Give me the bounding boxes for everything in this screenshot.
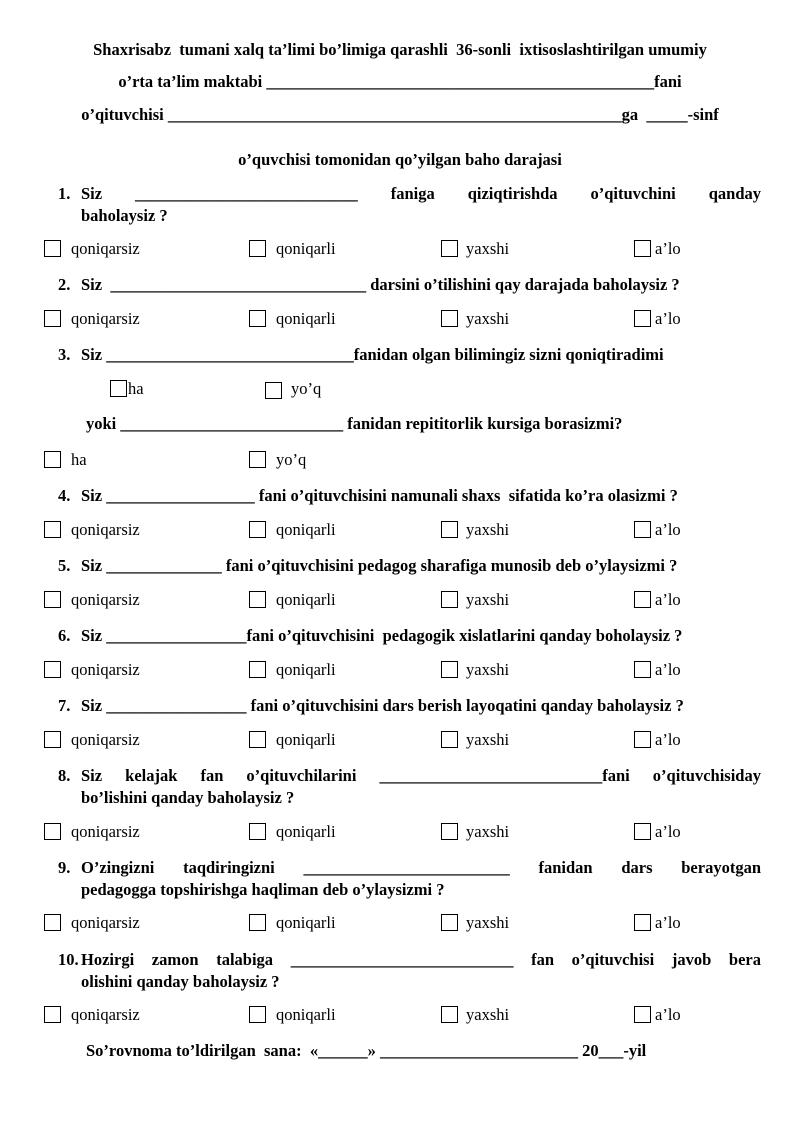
question-1 <box>58 183 761 227</box>
question-6 <box>58 625 761 647</box>
question-5 <box>58 555 761 577</box>
checkbox[interactable] <box>634 1006 651 1023</box>
checkbox[interactable] <box>441 914 458 931</box>
checkbox[interactable] <box>634 521 651 538</box>
survey-date-line: So’rovnoma to’ldirilgan sana: «______» ________________________ 20___-yil <box>86 1041 647 1060</box>
yesno-options: ha yo’q <box>0 450 800 472</box>
rating-options: qoniqarsiz qoniqarli yaxshi a’lo <box>0 520 800 542</box>
question-text-cont: olishini qanday baholaysiz ? <box>81 972 280 991</box>
question-text-cont: pedagogga topshirishga haqliman deb o’ylaysizmi ? <box>81 880 445 899</box>
question-text: Siz ___________________________ faniga qiziqtirishda o’qituvchini qanday <box>81 184 761 203</box>
checkbox[interactable] <box>249 591 266 608</box>
checkbox[interactable] <box>44 240 61 257</box>
question-text: Siz _______________________________ darsini o’tilishini qay darajada baholaysiz ? <box>81 275 680 294</box>
checkbox[interactable] <box>44 1006 61 1023</box>
checkbox[interactable] <box>44 914 61 931</box>
checkbox[interactable] <box>249 521 266 538</box>
checkbox[interactable] <box>44 521 61 538</box>
checkbox[interactable] <box>634 731 651 748</box>
question-number: 5. <box>58 556 71 575</box>
question-number: 6. <box>58 626 71 645</box>
question-text: Siz __________________ fani o’qituvchisini namunali shaxs sifatida ko’ra olasizmi ? <box>81 486 678 505</box>
rating-options: qoniqarsiz qoniqarli yaxshi a’lo <box>0 730 800 752</box>
checkbox[interactable] <box>441 521 458 538</box>
checkbox[interactable] <box>634 823 651 840</box>
question-3 <box>58 344 761 366</box>
header-line-2: o’rta ta’lim maktabi _______________________________________________fani <box>118 72 682 91</box>
checkbox[interactable] <box>44 451 61 468</box>
checkbox[interactable] <box>441 661 458 678</box>
checkbox[interactable] <box>441 731 458 748</box>
checkbox[interactable] <box>634 661 651 678</box>
question-text-cont: baholaysiz ? <box>81 206 168 225</box>
rating-options: qoniqarsiz qoniqarli yaxshi a’lo <box>0 590 800 612</box>
checkbox[interactable] <box>441 1006 458 1023</box>
checkbox[interactable] <box>249 731 266 748</box>
checkbox[interactable] <box>110 380 127 397</box>
yesno-options: ha yo’q <box>0 379 800 401</box>
question-4 <box>58 485 761 507</box>
checkbox[interactable] <box>44 591 61 608</box>
checkbox[interactable] <box>441 591 458 608</box>
question-9 <box>58 857 761 901</box>
question-text-cont: bo’lishini qanday baholaysiz ? <box>81 788 295 807</box>
rating-options: qoniqarsiz qoniqarli yaxshi a’lo <box>0 239 800 261</box>
question-number: 10. <box>58 950 79 969</box>
header-line-4: o’quvchisi tomonidan qo’yilgan baho darajasi <box>238 150 562 169</box>
checkbox[interactable] <box>44 310 61 327</box>
question-7 <box>58 695 761 717</box>
question-number: 2. <box>58 275 71 294</box>
question-number: 8. <box>58 766 71 785</box>
rating-options: qoniqarsiz qoniqarli yaxshi a’lo <box>0 660 800 682</box>
checkbox[interactable] <box>265 382 282 399</box>
checkbox[interactable] <box>44 731 61 748</box>
question-number: 4. <box>58 486 71 505</box>
question-number: 7. <box>58 696 71 715</box>
header-line-3: o’qituvchisi _______________________________________________________ga _____-sinf <box>81 105 719 124</box>
rating-options: qoniqarsiz qoniqarli yaxshi a’lo <box>0 1005 800 1027</box>
rating-options: qoniqarsiz qoniqarli yaxshi a’lo <box>0 913 800 935</box>
question-text: Siz kelajak fan o’qituvchilarini ___________________________fani o’qituvchisiday <box>81 766 761 785</box>
checkbox[interactable] <box>249 451 266 468</box>
question-text: Siz ______________________________fanidan olgan bilimingiz sizni qoniqtiradimi <box>81 345 664 364</box>
checkbox[interactable] <box>441 823 458 840</box>
checkbox[interactable] <box>249 661 266 678</box>
checkbox[interactable] <box>441 310 458 327</box>
checkbox[interactable] <box>249 823 266 840</box>
question-2 <box>58 274 761 296</box>
checkbox[interactable] <box>44 823 61 840</box>
question-text: Siz _________________fani o’qituvchisini pedagogik xislatlarini qanday boholaysiz ? <box>81 626 683 645</box>
question-text: Hozirgi zamon talabiga ___________________________ fan o’qituvchisi javob bera <box>81 950 761 969</box>
question-3-sub: yoki ___________________________ fanidan repititorlik kursiga borasizmi? <box>86 414 623 433</box>
rating-options: qoniqarsiz qoniqarli yaxshi a’lo <box>0 309 800 331</box>
checkbox[interactable] <box>249 310 266 327</box>
checkbox[interactable] <box>249 914 266 931</box>
question-number: 9. <box>58 858 71 877</box>
checkbox[interactable] <box>634 914 651 931</box>
checkbox[interactable] <box>441 240 458 257</box>
question-10 <box>58 949 761 993</box>
checkbox[interactable] <box>44 661 61 678</box>
header-line-1: Shaxrisabz tumani xalq ta’limi bo’limiga qarashli 36-sonli ixtisoslashtirilgan umumiy <box>93 40 707 59</box>
checkbox[interactable] <box>634 591 651 608</box>
question-number: 1. <box>58 184 71 203</box>
question-number: 3. <box>58 345 71 364</box>
checkbox[interactable] <box>249 240 266 257</box>
question-8 <box>58 765 761 809</box>
question-text: Siz ______________ fani o’qituvchisini pedagog sharafiga munosib deb o’ylaysizmi ? <box>81 556 678 575</box>
question-text: O’zingizni taqdiringizni _________________________ fanidan dars berayotgan <box>81 858 761 877</box>
checkbox[interactable] <box>249 1006 266 1023</box>
rating-options: qoniqarsiz qoniqarli yaxshi a’lo <box>0 822 800 844</box>
question-text: Siz _________________ fani o’qituvchisini dars berish layoqatini qanday baholaysiz ? <box>81 696 684 715</box>
checkbox[interactable] <box>634 310 651 327</box>
checkbox[interactable] <box>634 240 651 257</box>
